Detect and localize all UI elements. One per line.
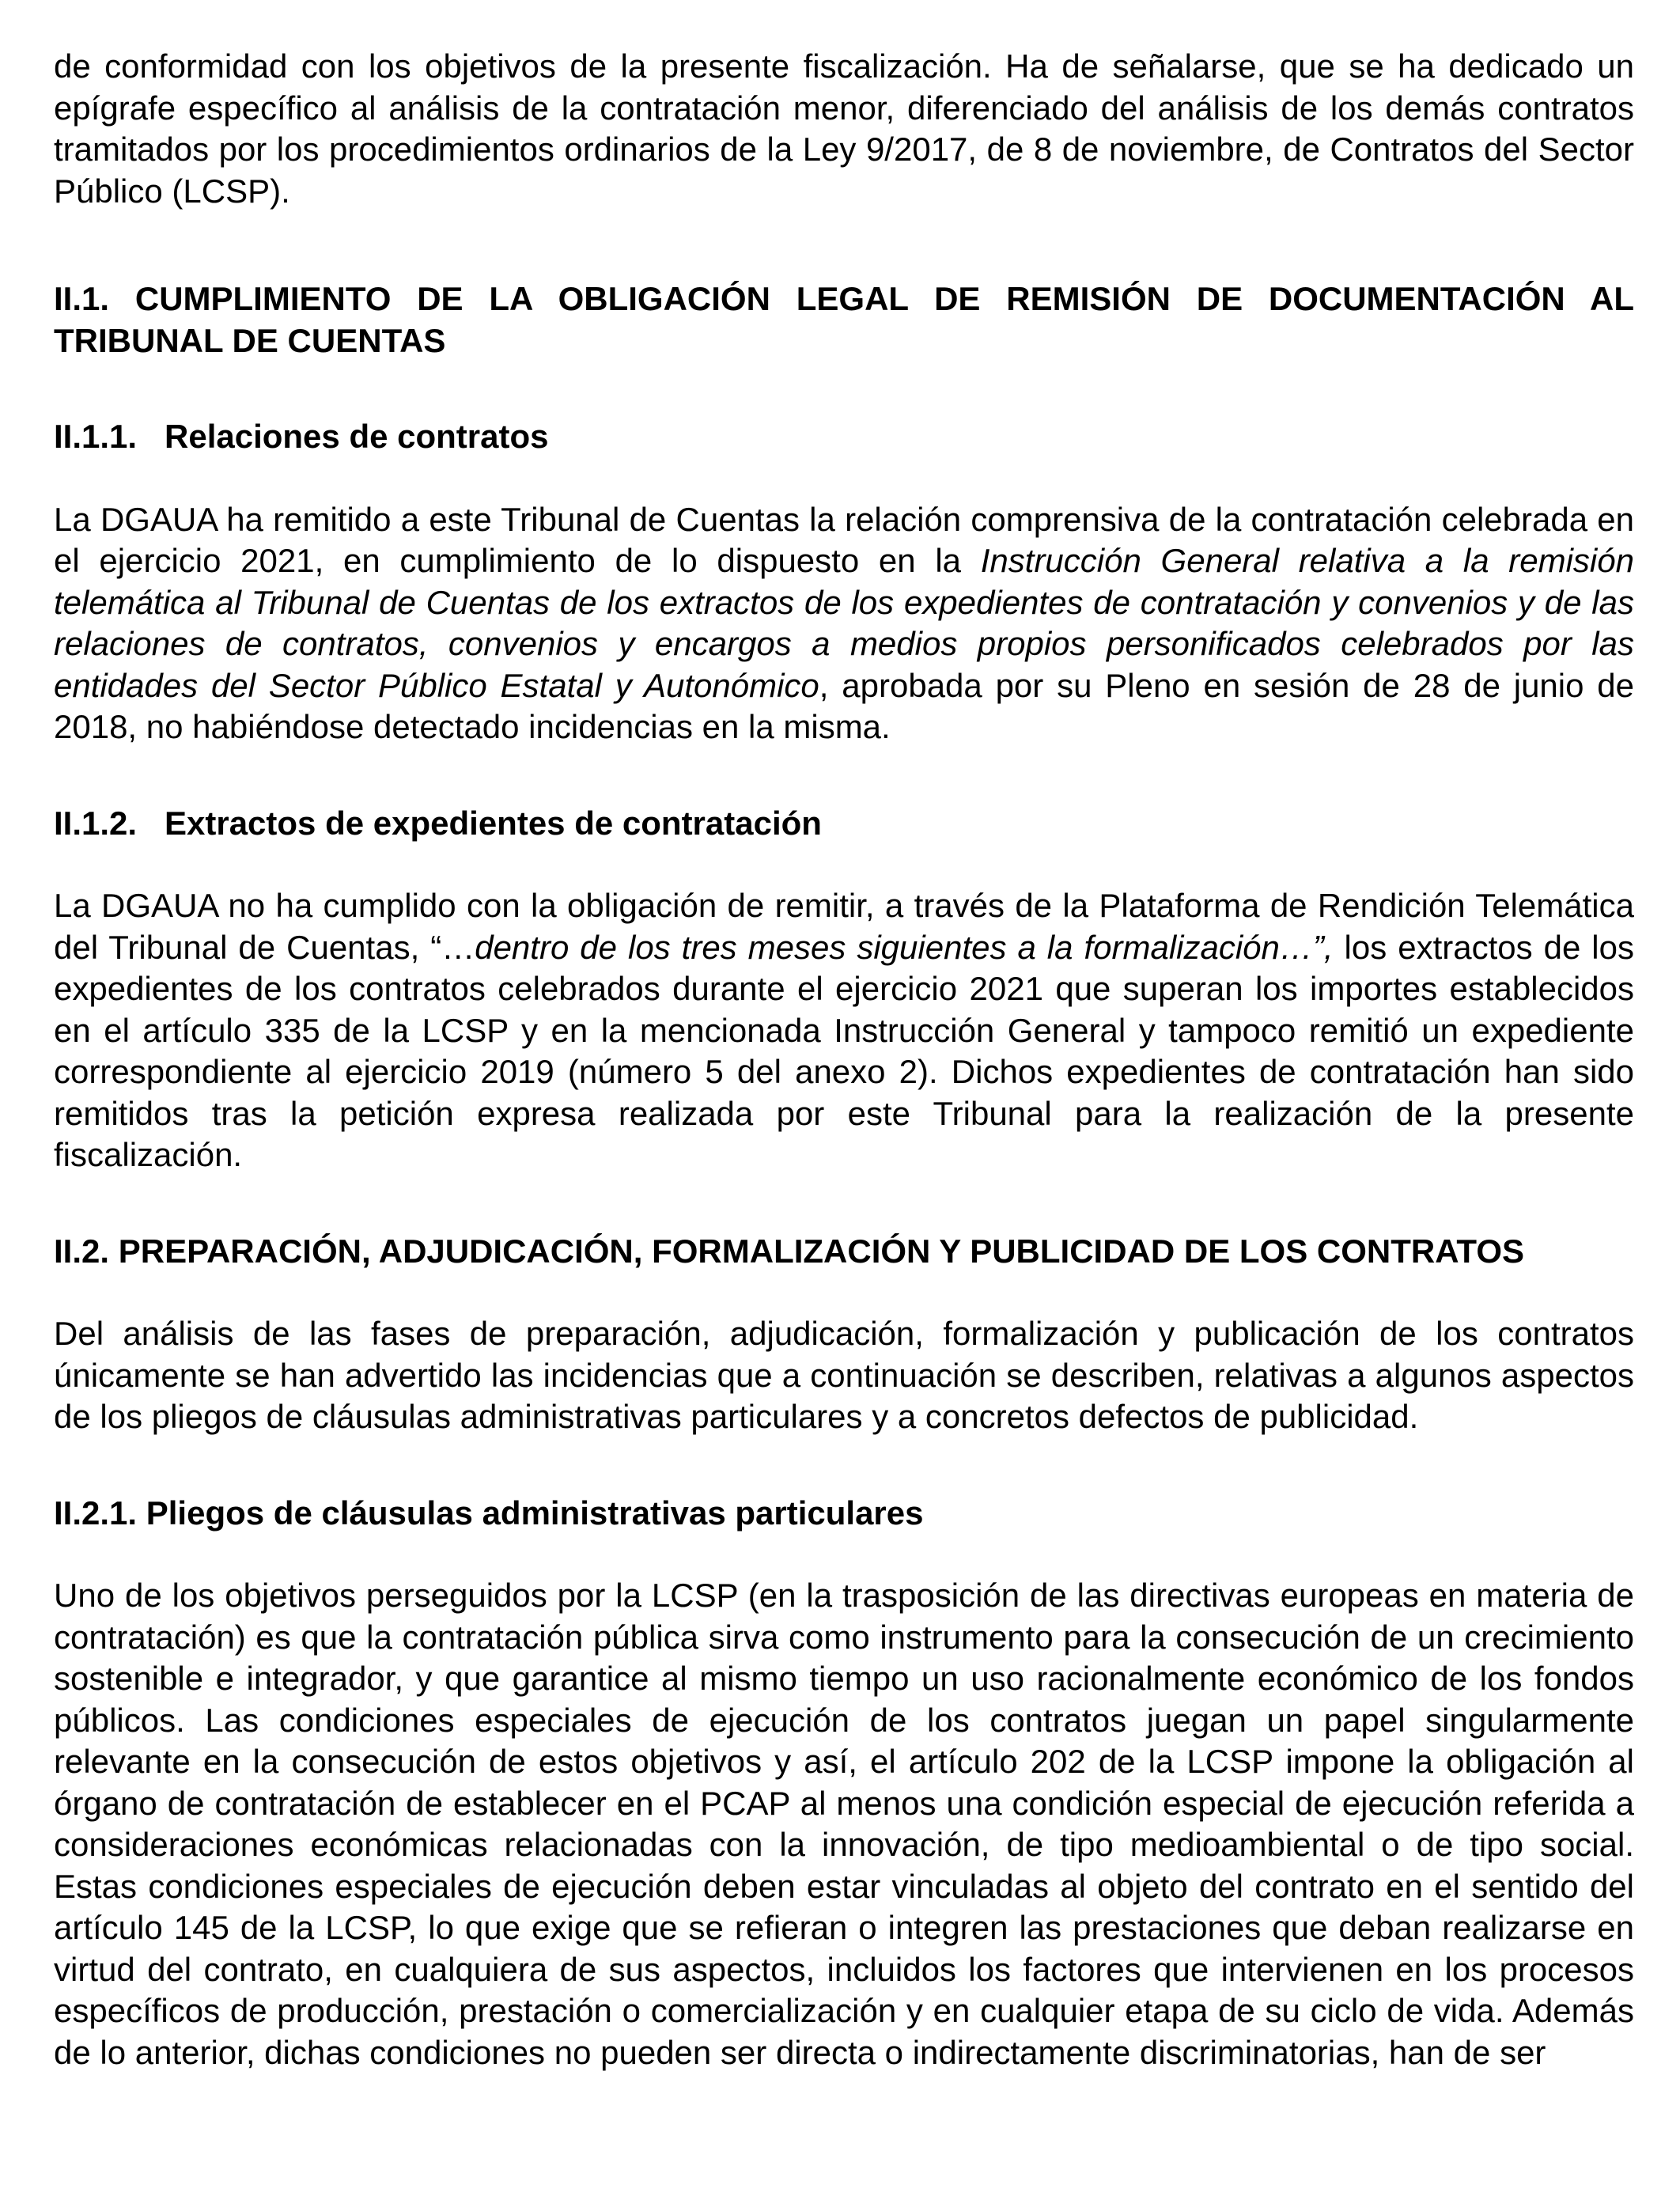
instruccion-title: Instrucción General relativa a la remisión telemática al Tribunal de Cuentas de los extractos de los expedientes de contratación y convenios y de las relaciones de contratos, convenios y encargos a medios propios personificados celebrados por las entidades del Sector Público Estatal y Autonómico [54,542,1634,704]
relaciones-text-end: , aprobada por su Pleno en sesión de 28 de junio de 2018, no habiéndose detectado incidencias en la misma. [54,666,1635,745]
extractos-paragraph [54,885,1634,1176]
subsection-heading-ii-1-2 [54,803,1634,845]
subsection-title: Relaciones de contratos [165,418,549,455]
section-number: II.2. [54,1232,110,1270]
subsection-heading-ii-2-1 [54,1493,1634,1535]
extractos-quote: dentro de los tres meses siguientes a la formalización…”, [475,928,1334,966]
subsection-number: II.1.2. [54,804,138,842]
section-heading-ii-1 [54,278,1634,362]
intro-paragraph: de conformidad con los objetivos de la presente fiscalización. Ha de señalarse, que se ha dedicado un epígrafe específico al análisis de la contratación menor, diferenciado del análisis de los demás contratos tramitados por los procedimientos ordinarios de la Ley 9/2017, de 8 de noviembre, de Contratos del Sector Público (LCSP). [54,47,1634,210]
subsection-title: Pliegos de cláusulas administrativas particulares [146,1494,924,1532]
pliegos-paragraph: Uno de los objetivos perseguidos por la LCSP (en la trasposición de las directivas europeas en materia de contratación) es que la contratación pública sirva como instrumento para la consecución de un crecimiento sostenible e integrador, y que garantice al mismo tiempo un uso racionalmente económico de los fondos públicos. Las condiciones especiales de ejecución de los contratos juegan un papel singularmente relevante en la consecución de estos objetivos y así, el artículo 202 de la LCSP impone la obligación al órgano de contratación de establecer en el PCAP al menos una condición especial de ejecución referida a consideraciones económicas relacionadas con la innovación, de tipo medioambiental o de tipo social. Estas condiciones especiales de ejecución deben estar vinculadas al objeto del contrato en el sentido del artículo 145 de la LCSP, lo que exige que se refieran o integren las prestaciones que deban realizarse en virtud del contrato, en cualquiera de sus aspectos, incluidos los factores que intervienen en los procesos específicos de producción, prestación o comercialización y en cualquier etapa de su ciclo de vida. Además de lo anterior, dichas condiciones no pueden ser directa o indirectamente discriminatorias, han de ser [54,1577,1634,2071]
section-number: II.1. [54,280,110,317]
subsection-number: II.1.1. [54,418,138,455]
section-heading-ii-2 [54,1231,1634,1273]
section-title: PREPARACIÓN, ADJUDICACIÓN, FORMALIZACIÓN Y PUBLICIDAD DE LOS CONTRATOS [118,1232,1525,1270]
relaciones-text-start: La DGAUA ha remitido a este Tribunal de Cuentas la relación comprensiva de la contratación celebrada en el ejercicio 2021, en cumplimiento de lo dispuesto en la [54,500,1634,579]
extractos-text-start: La DGAUA no ha cumplido con la obligación de remitir, a través de la Plataforma de Rendición Telemática del Tribunal de Cuentas, “… [54,887,1634,966]
document-page [54,46,1634,2073]
extractos-text-end: los extractos de los expedientes de los contratos celebrados durante el ejercicio 2021 que superan los importes establecidos en el artículo 335 de la LCSP y en la mencionada Instrucción General y tampoco remitió un expediente correspondiente al ejercicio 2019 (número 5 del anexo 2). Dichos expedientes de contratación han sido remitidos tras la petición expresa realizada por este Tribunal para la realización de la presente fiscalización. [54,928,1634,1173]
preparacion-paragraph: Del análisis de las fases de preparación, adjudicación, formalización y publicación de los contratos únicamente se han advertido las incidencias que a continuación se describen, relativas a algunos aspectos de los pliegos de cláusulas administrativas particulares y a concretos defectos de publicidad. [54,1315,1634,1435]
subsection-title: Extractos de expedientes de contratación [165,804,822,842]
subsection-heading-ii-1-1 [54,416,1634,458]
section-title: CUMPLIMIENTO DE LA OBLIGACIÓN LEGAL DE REMISIÓN DE DOCUMENTACIÓN AL TRIBUNAL DE CUENTAS [54,280,1634,359]
subsection-number: II.2.1. [54,1494,138,1532]
relaciones-paragraph [54,499,1634,748]
